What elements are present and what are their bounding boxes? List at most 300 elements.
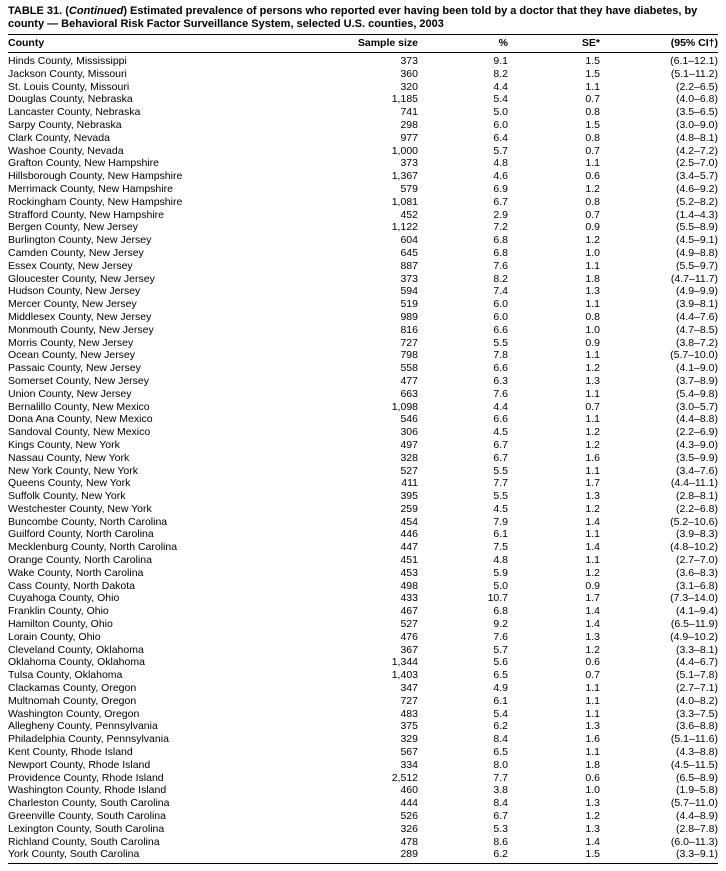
se-cell: 0.8 [585, 131, 600, 144]
ci-cell: (3.3–8.1) [675, 643, 718, 656]
county-cell: Kent County, Rhode Island [8, 746, 133, 759]
table-row [8, 196, 718, 209]
table-row [8, 503, 718, 516]
se-cell: 1.1 [585, 413, 600, 426]
percent-cell: 9.2 [493, 618, 508, 631]
sample-size-cell: 1,000 [391, 144, 418, 157]
se-cell: 1.7 [585, 477, 600, 490]
county-cell: Greenville County, South Carolina [8, 810, 166, 823]
percent-cell: 5.7 [493, 144, 508, 157]
ci-cell: (3.9–8.1) [675, 298, 718, 311]
percent-cell: 8.4 [493, 797, 508, 810]
county-cell: Richland County, South Carolina [8, 835, 160, 848]
table-row [8, 746, 718, 759]
county-cell: Queens County, New York [8, 477, 131, 490]
se-cell: 1.2 [585, 438, 600, 451]
table-row [8, 528, 718, 541]
ci-cell: (3.7–8.9) [675, 374, 718, 387]
county-cell: Washoe County, Nevada [8, 144, 124, 157]
table-row [8, 759, 718, 772]
ci-cell: (2.2–6.9) [675, 426, 718, 439]
sample-size-cell: 367 [400, 643, 418, 656]
percent-cell: 7.6 [493, 630, 508, 643]
ci-cell: (5.7–11.0) [670, 797, 718, 810]
se-cell: 1.2 [585, 234, 600, 247]
sample-size-cell: 1,367 [391, 170, 418, 183]
sample-size-cell: 329 [400, 733, 418, 746]
ci-cell: (4.9–9.9) [675, 285, 718, 298]
table-row [8, 554, 718, 567]
table-row [8, 682, 718, 695]
county-cell: Strafford County, New Hampshire [8, 208, 165, 221]
table-row [8, 81, 718, 94]
table-row [8, 631, 718, 644]
county-cell: Washington County, Rhode Island [8, 784, 167, 797]
county-cell: Gloucester County, New Jersey [8, 272, 155, 285]
sample-size-cell: 454 [400, 515, 418, 528]
county-cell: Jackson County, Missouri [8, 67, 127, 80]
county-cell: Camden County, New Jersey [8, 246, 144, 259]
percent-cell: 10.7 [487, 592, 508, 605]
table-row [8, 848, 718, 863]
county-cell: Hamilton County, Ohio [8, 618, 113, 631]
ci-cell: (6.1–12.1) [670, 55, 718, 67]
se-cell: 0.7 [585, 144, 600, 157]
county-cell: Wake County, North Carolina [8, 566, 144, 579]
se-cell: 1.2 [585, 566, 600, 579]
percent-cell: 7.7 [493, 771, 508, 784]
county-cell: Philadelphia County, Pennsylvania [8, 733, 169, 746]
se-cell: 0.8 [585, 310, 600, 323]
sample-size-cell: 1,403 [391, 669, 418, 682]
county-cell: Lexington County, South Carolina [8, 822, 165, 835]
ci-cell: (4.4–11.1) [670, 477, 718, 490]
table-row [8, 452, 718, 465]
prevalence-table [8, 34, 718, 864]
table-row [8, 797, 718, 810]
se-cell: 1.4 [585, 605, 600, 618]
county-cell: Dona Ana County, New Mexico [8, 413, 153, 426]
se-cell: 1.8 [585, 272, 600, 285]
se-cell: 1.1 [585, 387, 600, 400]
ci-cell: (5.4–9.8) [675, 387, 718, 400]
sample-size-cell: 526 [400, 810, 418, 823]
se-cell: 1.1 [585, 259, 600, 272]
ci-cell: (5.1–11.2) [670, 67, 718, 80]
county-cell: Morris County, New Jersey [8, 336, 134, 349]
sample-size-cell: 395 [400, 490, 418, 503]
percent-cell: 7.7 [493, 477, 508, 490]
table-row [8, 516, 718, 529]
column-header-county: County [8, 35, 323, 53]
header-row [8, 35, 718, 53]
sample-size-cell: 1,344 [391, 656, 418, 669]
percent-cell: 5.4 [493, 707, 508, 720]
table-row [8, 772, 718, 785]
county-cell: Westchester County, New York [8, 502, 152, 515]
county-cell: Hillsborough County, New Hampshire [8, 170, 183, 183]
table-row [8, 708, 718, 721]
se-cell: 1.1 [585, 528, 600, 541]
percent-cell: 5.5 [493, 336, 508, 349]
percent-cell: 6.7 [493, 451, 508, 464]
percent-cell: 6.8 [493, 246, 508, 259]
table-row [8, 132, 718, 145]
table-row [8, 311, 718, 324]
table-row [8, 362, 718, 375]
percent-cell: 7.9 [493, 515, 508, 528]
ci-cell: (7.3–14.0) [670, 592, 718, 605]
percent-cell: 4.5 [493, 502, 508, 515]
table-row [8, 567, 718, 580]
se-cell: 0.6 [585, 170, 600, 183]
table-row [8, 375, 718, 388]
sample-size-cell: 816 [400, 323, 418, 336]
ci-cell: (3.3–7.5) [675, 707, 718, 720]
table-row [8, 413, 718, 426]
percent-cell: 6.2 [493, 720, 508, 733]
table-row [8, 388, 718, 401]
percent-cell: 5.0 [493, 579, 508, 592]
ci-cell: (4.5–11.5) [670, 758, 718, 771]
county-cell: Union County, New Jersey [8, 387, 132, 400]
sample-size-cell: 558 [400, 362, 418, 375]
table-row [8, 119, 718, 132]
ci-cell: (3.4–7.6) [675, 464, 718, 477]
percent-cell: 5.4 [493, 93, 508, 106]
sample-size-cell: 1,098 [391, 400, 418, 413]
table-row [8, 260, 718, 273]
percent-cell: 7.4 [493, 285, 508, 298]
county-cell: Grafton County, New Hampshire [8, 157, 159, 170]
se-cell: 1.2 [585, 182, 600, 195]
ci-cell: (4.3–8.8) [675, 746, 718, 759]
sample-size-cell: 478 [400, 835, 418, 848]
sample-size-cell: 452 [400, 208, 418, 221]
county-cell: Tulsa County, Oklahoma [8, 669, 123, 682]
se-cell: 0.8 [585, 195, 600, 208]
sample-size-cell: 320 [400, 80, 418, 93]
table-row [8, 349, 718, 362]
county-cell: Monmouth County, New Jersey [8, 323, 154, 336]
county-cell: Rockingham County, New Hampshire [8, 195, 183, 208]
table-row [8, 695, 718, 708]
table-row [8, 656, 718, 669]
ci-cell: (4.9–8.8) [675, 246, 718, 259]
table-row [8, 836, 718, 849]
percent-cell: 8.6 [493, 835, 508, 848]
percent-cell: 4.4 [493, 80, 508, 93]
sample-size-cell: 594 [400, 285, 418, 298]
ci-cell: (4.8–10.2) [670, 541, 718, 554]
county-cell: Washington County, Oregon [8, 707, 140, 720]
sample-size-cell: 411 [401, 477, 418, 490]
ci-cell: (4.0–8.2) [675, 694, 718, 707]
ci-cell: (2.5–7.0) [675, 157, 718, 170]
county-cell: New York County, New York [8, 464, 138, 477]
ci-cell: (4.4–8.8) [675, 413, 718, 426]
ci-cell: (3.1–6.8) [675, 579, 718, 592]
percent-cell: 8.2 [493, 272, 508, 285]
percent-cell: 6.2 [418, 848, 508, 863]
percent-cell: 6.5 [493, 746, 508, 759]
county-cell: Passaic County, New Jersey [8, 362, 141, 375]
sample-size-cell: 567 [400, 746, 418, 759]
se-cell: 0.7 [585, 669, 600, 682]
ci-cell: (4.4–7.6) [675, 310, 718, 323]
percent-cell: 4.9 [493, 682, 508, 695]
sample-size-cell: 460 [400, 784, 418, 797]
table-row [8, 580, 718, 593]
se-cell: 1.2 [585, 810, 600, 823]
se-cell: 0.9 [585, 221, 600, 234]
se-cell: 1.1 [585, 80, 600, 93]
se-cell: 0.7 [585, 93, 600, 106]
county-cell: Mecklenburg County, North Carolina [8, 541, 178, 554]
county-cell: Somerset County, New Jersey [8, 374, 150, 387]
percent-cell: 6.8 [493, 234, 508, 247]
table-title-continued: Continued [68, 5, 124, 17]
percent-cell: 5.5 [493, 464, 508, 477]
se-cell: 1.1 [585, 682, 600, 695]
percent-cell: 4.8 [493, 157, 508, 170]
percent-cell: 6.0 [493, 310, 508, 323]
sample-size-cell: 497 [400, 438, 418, 451]
column-header-se: SE* [508, 35, 600, 53]
county-cell: Clackamas County, Oregon [8, 682, 137, 695]
table-body [8, 53, 718, 864]
percent-cell: 8.2 [493, 67, 508, 80]
table-row [8, 298, 718, 311]
county-cell: Hinds County, Mississippi [8, 55, 127, 67]
ci-cell: (4.6–9.2) [675, 182, 718, 195]
se-cell: 1.0 [585, 784, 600, 797]
percent-cell: 5.9 [493, 566, 508, 579]
county-cell: Ocean County, New Jersey [8, 349, 136, 362]
ci-cell: (4.0–6.8) [675, 93, 718, 106]
ci-cell: (4.8–8.1) [675, 131, 718, 144]
percent-cell: 9.1 [493, 55, 508, 67]
table-row [8, 234, 718, 247]
sample-size-cell: 579 [400, 182, 418, 195]
sample-size-cell: 347 [400, 682, 418, 695]
sample-size-cell: 604 [400, 234, 418, 247]
ci-cell: (5.2–8.2) [675, 195, 718, 208]
se-cell: 1.6 [585, 451, 600, 464]
table-row [8, 618, 718, 631]
percent-cell: 6.7 [493, 438, 508, 451]
sample-size-cell: 476 [400, 630, 418, 643]
county-cell: Bergen County, New Jersey [8, 221, 138, 234]
column-header-percent: % [418, 35, 508, 53]
table-title-prefix: TABLE 31. ( [8, 5, 69, 17]
county-cell: Nassau County, New York [8, 451, 130, 464]
table-title-rest: ) Estimated prevalence of persons who reported ever having been told by a doctor that they have diabetes, by county — Behavioral Risk Factor Surveillance System, selected U.S. counties, 2003 [8, 5, 698, 30]
percent-cell: 4.4 [493, 400, 508, 413]
se-cell: 1.5 [508, 848, 600, 863]
sample-size-cell: 451 [400, 554, 418, 567]
ci-cell: (3.5–9.9) [675, 451, 718, 464]
sample-size-cell: 467 [400, 605, 418, 618]
se-cell: 1.0 [585, 323, 600, 336]
sample-size-cell: 446 [400, 528, 418, 541]
ci-cell: (4.7–8.5) [675, 323, 718, 336]
table-row [8, 209, 718, 222]
sample-size-cell: 334 [400, 758, 418, 771]
se-cell: 1.5 [585, 67, 600, 80]
table-row [8, 93, 718, 106]
county-cell: Cleveland County, Oklahoma [8, 643, 144, 656]
county-cell: Multnomah County, Oregon [8, 694, 137, 707]
county-cell: Sandoval County, New Mexico [8, 426, 151, 439]
county-cell: St. Louis County, Missouri [8, 80, 130, 93]
table-row [8, 53, 718, 68]
ci-cell: (4.1–9.4) [675, 605, 718, 618]
ci-cell: (1.4–4.3) [675, 208, 718, 221]
ci-cell: (5.7–10.0) [670, 349, 718, 362]
table-row [8, 592, 718, 605]
se-cell: 1.3 [585, 720, 600, 733]
sample-size-cell: 989 [400, 310, 418, 323]
ci-cell: (2.8–7.8) [675, 822, 718, 835]
ci-cell: (2.7–7.1) [675, 682, 718, 695]
county-cell: Douglas County, Nebraska [8, 93, 133, 106]
percent-cell: 6.3 [493, 374, 508, 387]
se-cell: 1.3 [585, 822, 600, 835]
ci-cell: (4.7–11.7) [670, 272, 718, 285]
percent-cell: 6.6 [493, 362, 508, 375]
table-header [8, 35, 718, 53]
table-row [8, 465, 718, 478]
county-cell: Clark County, Nevada [8, 131, 110, 144]
table-row [8, 477, 718, 490]
ci-cell: (6.5–8.9) [675, 771, 718, 784]
county-cell: Guilford County, North Carolina [8, 528, 154, 541]
sample-size-cell: 483 [400, 707, 418, 720]
percent-cell: 4.6 [493, 170, 508, 183]
percent-cell: 6.8 [493, 605, 508, 618]
percent-cell: 7.6 [493, 259, 508, 272]
table-row [8, 170, 718, 183]
county-cell: Merrimack County, New Hampshire [8, 182, 173, 195]
sample-size-cell: 2,512 [391, 771, 418, 784]
ci-cell: (3.9–8.3) [675, 528, 718, 541]
county-cell: Essex County, New Jersey [8, 259, 133, 272]
ci-cell: (5.2–10.6) [670, 515, 718, 528]
ci-cell: (5.1–11.6) [670, 733, 718, 746]
sample-size-cell: 453 [400, 566, 418, 579]
ci-cell: (4.4–6.7) [675, 656, 718, 669]
table-row [8, 823, 718, 836]
se-cell: 1.8 [585, 758, 600, 771]
sample-size-cell: 741 [400, 106, 418, 119]
sample-size-cell: 444 [400, 797, 418, 810]
percent-cell: 6.7 [493, 810, 508, 823]
table-row [8, 337, 718, 350]
percent-cell: 5.7 [493, 643, 508, 656]
county-cell: Charleston County, South Carolina [8, 797, 170, 810]
table-row [8, 273, 718, 286]
percent-cell: 3.8 [493, 784, 508, 797]
se-cell: 1.2 [585, 643, 600, 656]
percent-cell: 5.3 [493, 822, 508, 835]
ci-cell: (1.9–5.8) [675, 784, 718, 797]
se-cell: 1.1 [585, 707, 600, 720]
ci-cell: (4.4–8.9) [675, 810, 718, 823]
se-cell: 1.3 [585, 374, 600, 387]
se-cell: 1.4 [585, 515, 600, 528]
sample-size-cell: 527 [400, 464, 418, 477]
se-cell: 0.7 [585, 400, 600, 413]
table-row [8, 720, 718, 733]
sample-size-cell: 289 [323, 848, 418, 863]
sample-size-cell: 477 [400, 374, 418, 387]
sample-size-cell: 373 [400, 272, 418, 285]
se-cell: 1.1 [585, 298, 600, 311]
se-cell: 1.1 [585, 349, 600, 362]
ci-cell: (4.5–9.1) [675, 234, 718, 247]
county-cell: Allegheny County, Pennsylvania [8, 720, 158, 733]
se-cell: 1.5 [585, 118, 600, 131]
se-cell: 1.6 [585, 733, 600, 746]
percent-cell: 6.1 [493, 528, 508, 541]
percent-cell: 4.8 [493, 554, 508, 567]
county-cell: Bernalillo County, New Mexico [8, 400, 150, 413]
percent-cell: 6.7 [493, 195, 508, 208]
county-cell: Oklahoma County, Oklahoma [8, 656, 145, 669]
sample-size-cell: 887 [400, 259, 418, 272]
ci-cell: (4.9–10.2) [670, 630, 718, 643]
percent-cell: 6.4 [493, 131, 508, 144]
se-cell: 1.3 [585, 630, 600, 643]
table-row [8, 247, 718, 260]
se-cell: 1.1 [585, 746, 600, 759]
table-row [8, 157, 718, 170]
county-cell: Buncombe County, North Carolina [8, 515, 168, 528]
se-cell: 1.3 [585, 797, 600, 810]
county-cell: Orange County, North Carolina [8, 554, 152, 567]
table-row [8, 605, 718, 618]
ci-cell: (2.7–7.0) [675, 554, 718, 567]
se-cell: 0.6 [585, 771, 600, 784]
ci-cell: (3.6–8.3) [675, 566, 718, 579]
sample-size-cell: 1,081 [391, 195, 418, 208]
se-cell: 0.9 [585, 579, 600, 592]
table-row [8, 810, 718, 823]
ci-cell: (5.5–9.7) [675, 259, 718, 272]
percent-cell: 4.5 [493, 426, 508, 439]
table-row [8, 669, 718, 682]
county-cell: Hudson County, New Jersey [8, 285, 141, 298]
sample-size-cell: 519 [400, 298, 418, 311]
county-cell: Middlesex County, New Jersey [8, 310, 152, 323]
ci-cell: (3.0–5.7) [675, 400, 718, 413]
se-cell: 1.2 [585, 362, 600, 375]
table-row [8, 68, 718, 81]
percent-cell: 6.1 [493, 694, 508, 707]
county-cell: Burlington County, New Jersey [8, 234, 152, 247]
county-cell: Lancaster County, Nebraska [8, 106, 141, 119]
table-row [8, 401, 718, 414]
sample-size-cell: 727 [400, 336, 418, 349]
sample-size-cell: 326 [400, 822, 418, 835]
se-cell: 1.2 [585, 426, 600, 439]
county-cell: Kings County, New York [8, 438, 120, 451]
percent-cell: 5.5 [493, 490, 508, 503]
sample-size-cell: 433 [400, 592, 418, 605]
percent-cell: 8.4 [493, 733, 508, 746]
percent-cell: 2.9 [493, 208, 508, 221]
